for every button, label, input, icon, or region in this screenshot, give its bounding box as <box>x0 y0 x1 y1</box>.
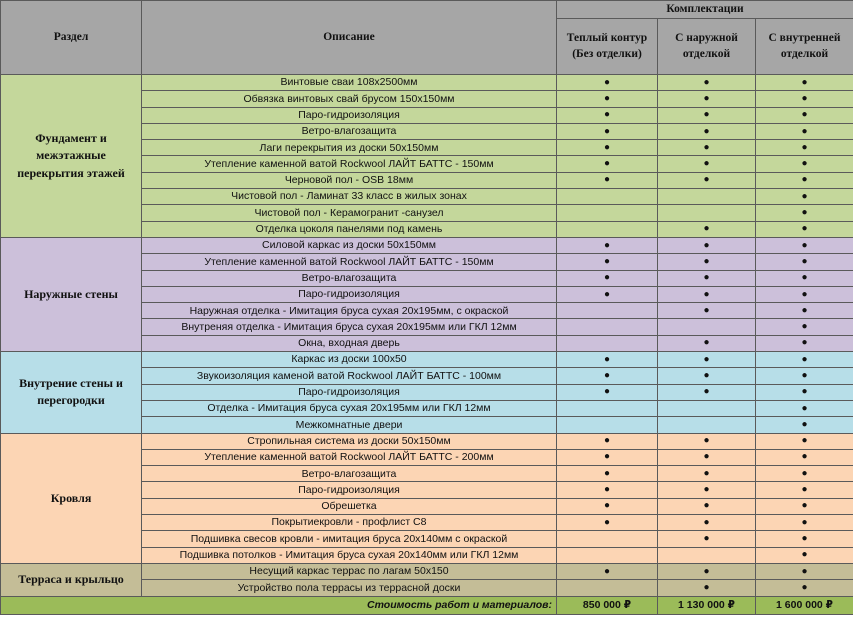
included-dot-icon: ● <box>756 75 853 91</box>
included-dot-icon: ● <box>557 107 658 123</box>
included-dot-icon: ● <box>557 237 658 253</box>
included-dot-icon: ● <box>756 433 853 449</box>
included-dot-icon: ● <box>756 352 853 368</box>
item-description: Отделка - Имитация бруса сухая 20х195мм или ГКЛ 12мм <box>142 400 557 416</box>
included-dot-icon: ● <box>658 221 756 237</box>
included-dot-icon: ● <box>756 221 853 237</box>
included-dot-icon: ● <box>557 123 658 139</box>
item-description: Чистовой пол - Ламинат 33 класс в жилых зонах <box>142 189 557 205</box>
section-name: Терраса и крыльцо <box>1 563 142 596</box>
item-description: Наружная отделка - Имитация бруса сухая 20х195мм, с окраской <box>142 303 557 319</box>
item-description: Черновой пол - OSB 18мм <box>142 172 557 188</box>
included-dot-icon: ● <box>756 205 853 221</box>
item-description: Несущий каркас террас по лагам 50х150 <box>142 563 557 579</box>
empty-cell <box>658 547 756 563</box>
included-dot-icon: ● <box>658 449 756 465</box>
section-name: Фундамент и межэтажные перекрытия этажей <box>1 75 142 238</box>
empty-cell <box>557 189 658 205</box>
empty-cell <box>557 580 658 596</box>
included-dot-icon: ● <box>756 449 853 465</box>
included-dot-icon: ● <box>756 303 853 319</box>
included-dot-icon: ● <box>756 547 853 563</box>
item-description: Покрытиекровли - профлист С8 <box>142 515 557 531</box>
included-dot-icon: ● <box>658 515 756 531</box>
item-description: Утепление каменной ватой Rockwool ЛАЙТ БАТТС - 150мм <box>142 156 557 172</box>
item-description: Ветро-влагозащита <box>142 466 557 482</box>
item-description: Ветро-влагозащита <box>142 270 557 286</box>
packages-header: Комплектации <box>557 1 853 19</box>
included-dot-icon: ● <box>756 400 853 416</box>
item-description: Звукоизоляция каменой ватой Rockwool ЛАЙТ БАТТС - 100мм <box>142 368 557 384</box>
included-dot-icon: ● <box>557 172 658 188</box>
included-dot-icon: ● <box>557 482 658 498</box>
included-dot-icon: ● <box>756 189 853 205</box>
empty-cell <box>557 417 658 433</box>
included-dot-icon: ● <box>557 140 658 156</box>
item-description: Устройство пола террасы из террасной доски <box>142 580 557 596</box>
item-description: Паро-гидроизоляция <box>142 482 557 498</box>
included-dot-icon: ● <box>756 140 853 156</box>
included-dot-icon: ● <box>756 417 853 433</box>
package-header: Теплый контур (Без отделки) <box>557 19 658 75</box>
package-header: С наружной отделкой <box>658 19 756 75</box>
included-dot-icon: ● <box>658 531 756 547</box>
item-description: Обрешетка <box>142 498 557 514</box>
included-dot-icon: ● <box>756 91 853 107</box>
item-description: Паро-гидроизоляция <box>142 384 557 400</box>
item-description: Паро-гидроизоляция <box>142 286 557 302</box>
empty-cell <box>658 319 756 335</box>
item-description: Межкомнатные двери <box>142 417 557 433</box>
item-description: Утепление каменной ватой Rockwool ЛАЙТ БАТТС - 200мм <box>142 449 557 465</box>
table-body <box>1 75 853 597</box>
included-dot-icon: ● <box>658 466 756 482</box>
empty-cell <box>557 547 658 563</box>
empty-cell <box>557 335 658 351</box>
included-dot-icon: ● <box>658 123 756 139</box>
empty-cell <box>557 221 658 237</box>
included-dot-icon: ● <box>557 156 658 172</box>
included-dot-icon: ● <box>756 384 853 400</box>
empty-cell <box>557 319 658 335</box>
section-name: Кровля <box>1 433 142 563</box>
included-dot-icon: ● <box>658 498 756 514</box>
item-description: Паро-гидроизоляция <box>142 107 557 123</box>
empty-cell <box>658 205 756 221</box>
table-row <box>1 75 853 91</box>
included-dot-icon: ● <box>557 286 658 302</box>
table-header <box>1 1 853 75</box>
included-dot-icon: ● <box>756 563 853 579</box>
included-dot-icon: ● <box>557 515 658 531</box>
empty-cell <box>557 205 658 221</box>
included-dot-icon: ● <box>557 254 658 270</box>
included-dot-icon: ● <box>658 75 756 91</box>
included-dot-icon: ● <box>658 368 756 384</box>
total-price: 850 000 ₽ <box>557 596 658 614</box>
item-description: Подшивка потолков - Имитация бруса сухая 20х140мм или ГКЛ 12мм <box>142 547 557 563</box>
section-name: Наружные стены <box>1 237 142 351</box>
included-dot-icon: ● <box>756 237 853 253</box>
included-dot-icon: ● <box>658 482 756 498</box>
included-dot-icon: ● <box>658 270 756 286</box>
included-dot-icon: ● <box>756 123 853 139</box>
item-description: Силовой каркас из доски 50х150мм <box>142 237 557 253</box>
package-header: С внутренней отделкой <box>756 19 853 75</box>
included-dot-icon: ● <box>756 270 853 286</box>
included-dot-icon: ● <box>756 580 853 596</box>
empty-cell <box>658 417 756 433</box>
included-dot-icon: ● <box>658 580 756 596</box>
total-label: Стоимость работ и материалов: <box>1 596 557 614</box>
included-dot-icon: ● <box>756 531 853 547</box>
total-price: 1 600 000 ₽ <box>756 596 853 614</box>
included-dot-icon: ● <box>557 449 658 465</box>
included-dot-icon: ● <box>756 498 853 514</box>
table-footer <box>1 596 853 614</box>
included-dot-icon: ● <box>658 140 756 156</box>
item-description: Внутреняя отделка - Имитация бруса сухая 20х195мм или ГКЛ 12мм <box>142 319 557 335</box>
included-dot-icon: ● <box>756 156 853 172</box>
empty-cell <box>557 303 658 319</box>
included-dot-icon: ● <box>658 237 756 253</box>
item-description: Обвязка винтовых свай брусом 150х150мм <box>142 91 557 107</box>
included-dot-icon: ● <box>557 91 658 107</box>
item-description: Лаги перекрытия из доски 50х150мм <box>142 140 557 156</box>
item-description: Стропильная система из доски 50х150мм <box>142 433 557 449</box>
included-dot-icon: ● <box>557 498 658 514</box>
included-dot-icon: ● <box>658 384 756 400</box>
included-dot-icon: ● <box>658 335 756 351</box>
empty-cell <box>557 531 658 547</box>
included-dot-icon: ● <box>756 286 853 302</box>
item-description: Каркас из доски 100х50 <box>142 352 557 368</box>
included-dot-icon: ● <box>557 384 658 400</box>
included-dot-icon: ● <box>557 433 658 449</box>
included-dot-icon: ● <box>557 75 658 91</box>
included-dot-icon: ● <box>756 335 853 351</box>
item-description: Подшивка свесов кровли - имитация бруса 20х140мм с окраской <box>142 531 557 547</box>
included-dot-icon: ● <box>658 254 756 270</box>
table-row <box>1 433 853 449</box>
included-dot-icon: ● <box>658 156 756 172</box>
total-price: 1 130 000 ₽ <box>658 596 756 614</box>
included-dot-icon: ● <box>756 466 853 482</box>
included-dot-icon: ● <box>658 563 756 579</box>
included-dot-icon: ● <box>557 368 658 384</box>
included-dot-icon: ● <box>557 466 658 482</box>
included-dot-icon: ● <box>756 107 853 123</box>
included-dot-icon: ● <box>658 433 756 449</box>
section-header: Раздел <box>1 1 142 75</box>
included-dot-icon: ● <box>557 270 658 286</box>
section-name: Внутрение стены и перегородки <box>1 352 142 433</box>
item-description: Утепление каменной ватой Rockwool ЛАЙТ БАТТС - 150мм <box>142 254 557 270</box>
included-dot-icon: ● <box>557 563 658 579</box>
table-row <box>1 352 853 368</box>
included-dot-icon: ● <box>658 352 756 368</box>
item-description: Отделка цоколя панелями под камень <box>142 221 557 237</box>
included-dot-icon: ● <box>658 91 756 107</box>
item-description: Чистовой пол - Керамогранит -санузел <box>142 205 557 221</box>
included-dot-icon: ● <box>658 107 756 123</box>
included-dot-icon: ● <box>756 172 853 188</box>
item-description: Ветро-влагозащита <box>142 123 557 139</box>
included-dot-icon: ● <box>658 286 756 302</box>
included-dot-icon: ● <box>557 352 658 368</box>
item-description: Окна, входная дверь <box>142 335 557 351</box>
table-row <box>1 563 853 579</box>
included-dot-icon: ● <box>756 515 853 531</box>
included-dot-icon: ● <box>658 172 756 188</box>
empty-cell <box>557 400 658 416</box>
included-dot-icon: ● <box>756 482 853 498</box>
description-header: Описание <box>142 1 557 75</box>
included-dot-icon: ● <box>658 303 756 319</box>
included-dot-icon: ● <box>756 368 853 384</box>
empty-cell <box>658 189 756 205</box>
included-dot-icon: ● <box>756 319 853 335</box>
item-description: Винтовые сваи 108х2500мм <box>142 75 557 91</box>
included-dot-icon: ● <box>756 254 853 270</box>
table-row <box>1 237 853 253</box>
empty-cell <box>658 400 756 416</box>
